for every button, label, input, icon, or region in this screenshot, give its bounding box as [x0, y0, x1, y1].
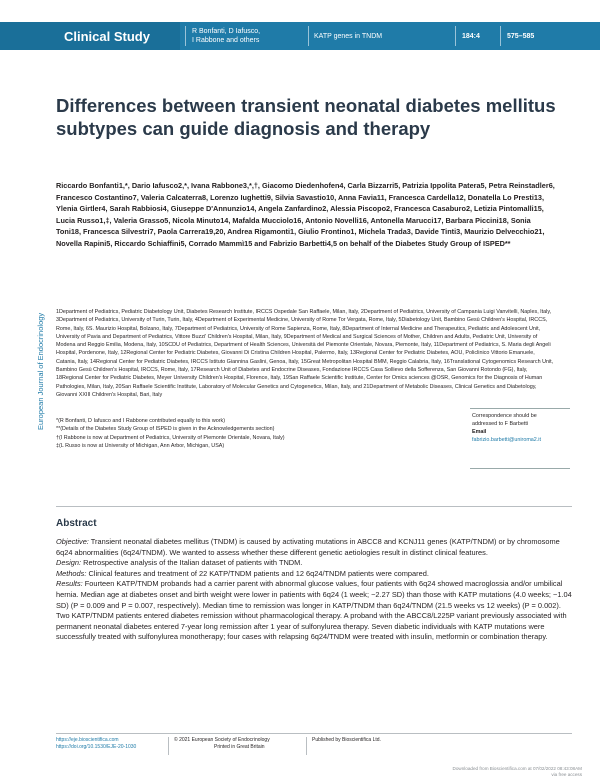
footer-rule	[56, 733, 572, 734]
note: *(R Bonfanti, D Iafusco and I Rabbone contributed equally to this work)	[56, 418, 225, 424]
correspondence-box	[472, 412, 572, 444]
affiliations: 1Department of Pediatrics, Pediatric Diabetology Unit, Diabetes Research Institute, IRCCS Ospedale San Raffaele, Milan, Italy, 2Department of Pediatrics, University of Campania Luigi Vanvitelli, Naples, Italy, 3Department of Pediatrics, University of Turin, Turin, Italy, 4Department of Experimental Medicine, University of Rome Tor Vergata, Rome, Italy, 5Diabetology Unit, Bambino Gesù Children's Hospital, IRCCS, Rome, Italy, 6S. Maurizio Hospital, Bolzano, Italy, 7Department of Pediatrics, University of Rome Sapienza, Rome, Italy, 8Department of Internal Medicine and Therapeutics, Pediatric and Adolescent Unit, University of Pavia and Department of Pediatrics, Vittore Buzzi' Children's Hospital, Milan, Italy, 9Department of Medical and Surgical Sciences of Mother, Children and Adults, Pediatric Unit, University of Modena and Reggio Emilia, Modena, Italy, 10SCDU of Pediatrics, Department of Health Sciences, Università del Piemonte Orientale, Novara, Piemonte, Italy, 11Department of Pediatrics, S. Maria degli Angeli Hospital, Pordenone, Italy, 12Regional Center for Pediatric Diabetes, Giovanni Di Cristina Children Hospital, Palermo, Italy, 13Regional Center for Pediatric Diabetes, AOU, Policlinico Vittorio Emanuele, Catania, Italy, 14Regional Center for Pediatric Diabetes, IRCCS Istituto Giannina Gaslini, Genoa, Italy, 15Great Metropolitan Hospital BMM, Reggio Calabria, Italy, 16Translational Cytogenomics Research Unit, Bambino Gesù Children's Hospital, IRCCS, Rome, Italy, 17Research Unit of Diabetes and Endocrine Diseases, Fondazione IRCCS Casa Sollievo della Sofferenza, San Giovanni Rotondo (FG), Italy, 18Regional Center for Pediatric Diabetes, Meyer University Children's Hospital, Florence, Italy, 19San Raffaele Scientific Institute, Center for Omics sciences @OSR, Genomics for the Diagnosis of Human Pathologies, Milan, Italy, 20San Raffaele Scientific Institute, Laboratory of Molecular Genetics and Cytogenetics, Milan, Italy, and 21Department of Metabolic Diseases, Clinical Genetics and Diabetology, Giovanni XXIII Children's Hospital, Bari, Italy	[56, 309, 554, 398]
abstract-body	[56, 537, 572, 643]
correspondence-rule-bottom	[470, 468, 570, 469]
section-rule	[56, 506, 572, 507]
correspondence-intro: Correspondence should be addressed to F Barbetti	[472, 413, 537, 427]
running-authors: R Bonfanti, D Iafusco, I Rabbone and others	[192, 28, 261, 44]
abstract-methods: Methods: Clinical features and treatment of 22 KATP/TNDM patients and 12 6q24/TNDM patients were compared.	[56, 568, 429, 578]
author-list: Riccardo Bonfanti1,*, Dario Iafusco2,*, Ivana Rabbone3,*,†, Giacomo Diedenhofen4, Carla Bizzarri5, Patrizia Ippolita Patera5, Petra Reinstadler6, Francesco Costantino7, Valeria Calcaterra8, Lorenzo Iughetti9, Silvia Savastio10, Anna Favia11, Francesca Cardella12, Donatella Lo Presti13, Ylenia Girtler4, Sarah Rabbiosi4, Giuseppe D'Annunzio14, Angela Zanfardino2, Alessia Piscopo2, Francesca Casaburo2, Letizia Pintomalli15, Lucia Russo1,‡, Valeria Grasso5, Nicola Minuto14, Mafalda Mucciolo16, Antonio Novelli16, Antonella Marucci17, Barbara Piccini18, Sonia Toni18, Francesca Silvestri7, Paola Carrera19,20, Andrea Rigamonti1, Giulio Frontino1, Michela Trada3, Davide Tinti3, Maurizio Delvecchio21, Novella Rapini5, Riccardo Schiaffini5, Corrado Mammì15 and Fabrizio Barbetti4,5 on behalf of the Diabetes Study Group of ISPED**	[56, 181, 555, 248]
note: **(Details of the Diabetes Study Group of ISPED is given in the Acknowledgements section)	[56, 426, 275, 433]
header-divider	[500, 26, 501, 46]
footer-publisher: Published by Bioscientifica Ltd.	[312, 737, 381, 743]
journal-header	[0, 0, 600, 60]
email-label: Email	[472, 429, 487, 435]
abstract-heading: Abstract	[56, 518, 97, 529]
footer-divider	[306, 737, 307, 755]
running-title: KATP genes in TNDM	[314, 32, 383, 40]
abstract-design: Design: Retrospective analysis of the Italian dataset of patients with TNDM.	[56, 558, 303, 568]
header-divider	[455, 26, 456, 46]
section-label-box	[0, 22, 180, 50]
header-divider	[308, 26, 309, 46]
section-label: Clinical Study	[64, 28, 150, 44]
footer-copyright: © 2021 European Society of Endocrinology Printed in Great Britain	[174, 737, 270, 750]
side-journal-name: European Journal of Endocrinology	[36, 312, 45, 430]
abstract-objective: Objective: Transient neonatal diabetes mellitus (TNDM) is caused by activating mutations in ABCC8 and KCNJ11 genes (KATP/TNDM) or by chromosome 6q24 abnormalities (6q24/TNDM). We wanted to assess whether these different genetic aetiologies result in distinct clinical features.	[56, 537, 560, 557]
footer-links	[56, 737, 136, 751]
journal-url[interactable]: https://eje.bioscientifica.com	[56, 737, 119, 743]
author-notes	[56, 417, 436, 450]
correspondence-rule-top	[470, 408, 570, 409]
email-link[interactable]: fabrizio.barbetti@uniroma2.it	[472, 437, 541, 443]
article-title: Differences between transient neonatal diabetes mellitus subtypes can guide diagnosis and therapy	[56, 95, 556, 139]
doi-link[interactable]: https://doi.org/10.1530/EJE-20-1030	[56, 744, 137, 750]
footer-divider	[168, 737, 169, 755]
abstract-results: Results: Fourteen KATP/TNDM probands had a carrier parent with abnormal glucose values, four patients with 6q24 showed macroglossia and/or umbilical hernia. Median age at diabetes onset and birth weight were lower in patients with 6q24 (1 week; −2.27 SD) than those with KATP mutations (4.0 weeks; −1.04 SD) (P = 0.009 and P = 0.007, respectively). Median time to remission was longer in KATP/TNDM than 6q24/TNDM (21.5 weeks vs 12 weeks) (P = 0.002). Two KATP/TNDM patients entered diabetes remission without pharmacological therapy. A proband with the ABCC8/L225P variant previously associated with permanent neonatal diabetes entered 7-year long remission after 1 year of sulfonylurea therapy. Seven diabetic individuals with KATP mutations were successfully treated with sulfonylurea monotherapy; four cases with relapsing 6q24/TNDM were treated with insulin, metformin or combination therapy.	[56, 579, 572, 642]
note: ‡(L Russo is now at University of Michigan, Ann Arbor, Michigan, USA)	[56, 442, 225, 449]
volume: 184:4	[462, 32, 480, 40]
note: †(I Rabbone is now at Department of Pediatrics, University of Piemonte Orientale, Novara, Italy)	[56, 434, 285, 441]
page-range: 575–585	[507, 32, 535, 40]
header-divider	[185, 26, 186, 46]
download-notice: Downloaded from Bioscientifica.com at 07/02/2022 08:43:08AM via free access	[452, 766, 582, 778]
